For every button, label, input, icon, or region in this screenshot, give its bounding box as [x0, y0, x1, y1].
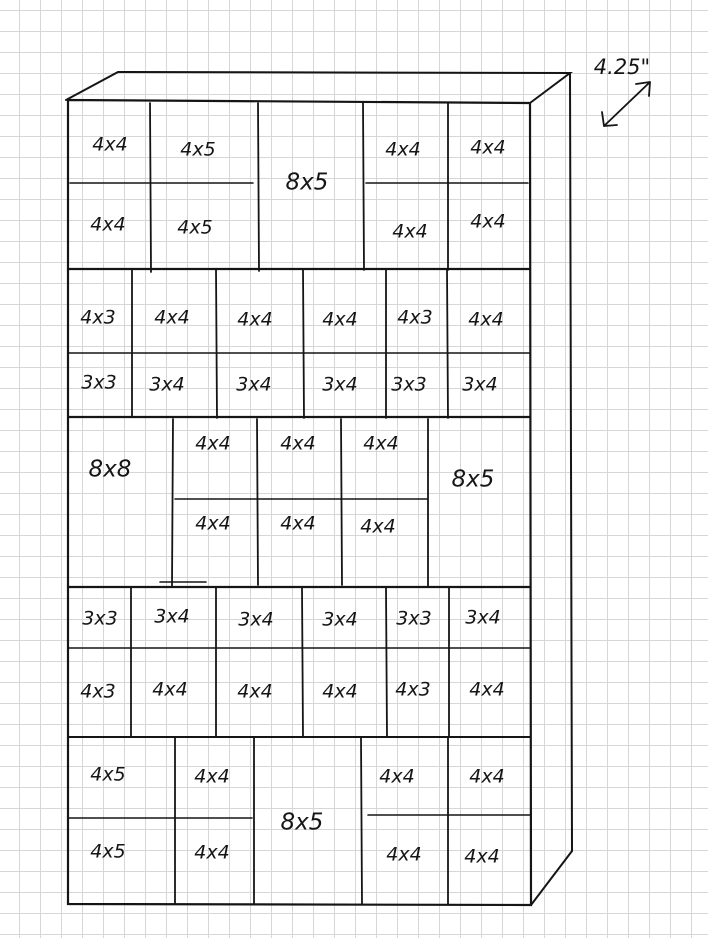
cubby-label: 4x4: [379, 765, 415, 788]
cubby-label: 8x5: [451, 466, 495, 493]
cubby-label: 4x3: [80, 680, 116, 703]
cubby-label: 4x4: [386, 843, 422, 866]
cubby-label: 4x4: [385, 138, 421, 161]
cubby-label: 4x4: [392, 220, 428, 243]
cubby-label: 3x4: [465, 606, 501, 629]
cubby-label: 4x4: [194, 765, 230, 788]
cubby-label: 8x5: [280, 809, 324, 836]
cubby-label: 4x4: [92, 133, 128, 156]
cubby-label: 3x4: [149, 373, 185, 396]
cubby-label: 4x5: [180, 138, 216, 161]
cubby-label: 3x4: [238, 608, 274, 631]
cubby-label: 3x3: [396, 607, 432, 630]
cubby-label: 4x4: [322, 680, 358, 703]
cubby-label: 4x5: [90, 840, 126, 863]
double-arrow-icon: [602, 82, 650, 126]
cubby-label: 4x4: [280, 512, 316, 535]
cubby-label: 4x4: [154, 306, 190, 329]
cubby-label: 4x4: [280, 432, 316, 455]
cubby-label: 4x4: [237, 680, 273, 703]
cubby-label: 4x3: [80, 306, 116, 329]
cubby-label: 4x4: [194, 841, 230, 864]
depth-label: 4.25": [593, 55, 651, 79]
cubby-label: 4x3: [395, 678, 431, 701]
cubby-label: 4x4: [195, 512, 231, 535]
cubby-label: 3x4: [322, 373, 358, 396]
cubby-label: 4x4: [152, 678, 188, 701]
cubby-label: 4x4: [469, 765, 505, 788]
cubby-label: 4x3: [397, 306, 433, 329]
depth-annotation: [594, 55, 650, 126]
cubby-label: 8x8: [88, 456, 132, 483]
cubby-label: 4x4: [195, 432, 231, 455]
cubby-label: 8x5: [285, 169, 329, 196]
cubby-label: 4x4: [468, 308, 504, 331]
cubby-lines: [68, 103, 530, 904]
cubby-label: 4x4: [470, 136, 506, 159]
cubby-label: 3x3: [81, 371, 117, 394]
cubby-label: 4x4: [322, 308, 358, 331]
shelf-dividers: [68, 269, 530, 737]
cubby-label: 4x5: [177, 216, 213, 239]
cubby-label: 4x4: [470, 210, 506, 233]
cubby-labels: [80, 134, 505, 868]
cubby-label: 4x4: [363, 432, 399, 455]
cubby-label: 4x5: [90, 763, 126, 786]
top-face-outline: [66, 72, 570, 103]
cubby-label: 3x4: [154, 605, 190, 628]
cubby-label: 3x4: [322, 608, 358, 631]
front-face-outline: [68, 100, 531, 905]
cubby-label: 4x4: [360, 515, 396, 538]
cubby-label: 3x3: [82, 607, 118, 630]
cubby-label: 4x4: [469, 678, 505, 701]
cubby-label: 4x4: [464, 845, 500, 868]
cubby-label: 4x4: [237, 308, 273, 331]
cubby-label: 3x4: [462, 373, 498, 396]
cubby-label: 4x4: [90, 213, 126, 236]
side-face-outline: [531, 73, 572, 905]
cubby-label: 3x3: [391, 373, 427, 396]
cubby-label: 3x4: [236, 373, 272, 396]
